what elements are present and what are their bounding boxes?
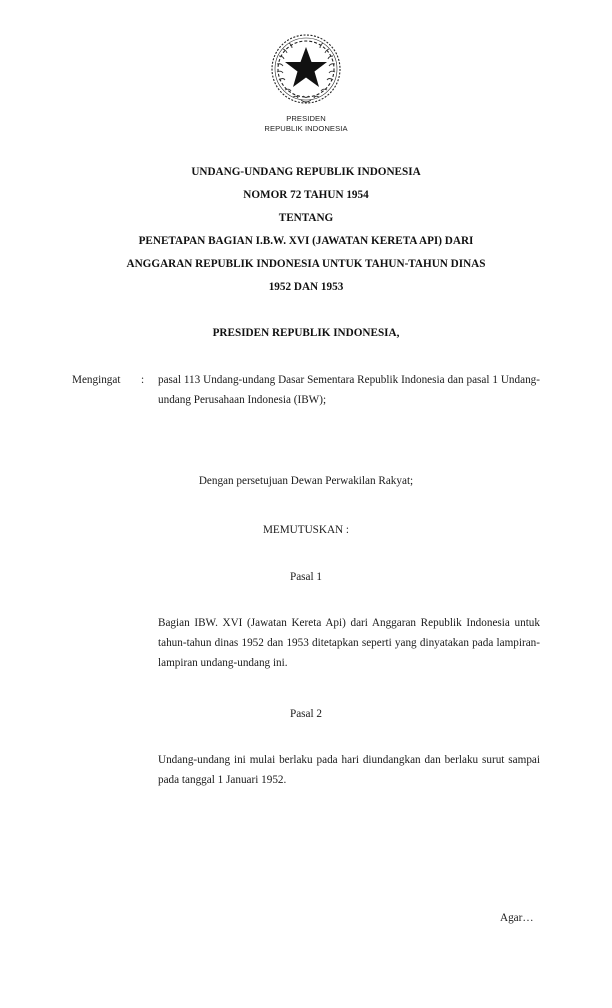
- presidential-emblem-icon: [267, 30, 345, 108]
- pasal-2-text: Undang-undang ini mulai berlaku pada hari diundangkan dan berlaku surut sampai pada tanggal 1 Januari 1952.: [158, 754, 540, 786]
- emblem-caption-presiden: PRESIDEN: [286, 114, 326, 123]
- title-line-6: 1952 DAN 1953: [268, 281, 344, 293]
- mengingat-colon: :: [141, 374, 145, 386]
- title-line-2: NOMOR 72 TAHUN 1954: [243, 189, 369, 201]
- mengingat-text: pasal 113 Undang-undang Dasar Sementara Republik Indonesia dan pasal 1 Undang-undang Perusahaan Indonesia (IBW);: [158, 374, 540, 406]
- pasal-1-text: Bagian IBW. XVI (Jawatan Kereta Api) dari Anggaran Republik Indonesia untuk tahun-tahun dinas 1952 dan 1953 ditetapkan seperti yang dinyatakan pada lampiran-lampiran undang-undang ini.: [158, 617, 540, 669]
- continuation-text: Agar…: [500, 912, 534, 924]
- title-line-4: PENETAPAN BAGIAN I.B.W. XVI (JAWATAN KERETA API) DARI: [138, 235, 474, 247]
- title-line-3: TENTANG: [278, 212, 334, 224]
- memutuskan-heading: MEMUTUSKAN :: [262, 524, 350, 536]
- title-line-5: ANGGARAN REPUBLIK INDONESIA UNTUK TAHUN-TAHUN DINAS: [126, 258, 486, 270]
- persetujuan-text: Dengan persetujuan Dewan Perwakilan Rakyat;: [198, 475, 414, 487]
- pasal-1-heading: Pasal 1: [289, 571, 322, 583]
- emblem-caption-republik: REPUBLIK INDONESIA: [264, 124, 348, 133]
- mengingat-label: Mengingat: [72, 374, 121, 386]
- title-line-1: UNDANG-UNDANG REPUBLIK INDONESIA: [191, 166, 421, 178]
- president-heading: PRESIDEN REPUBLIK INDONESIA,: [212, 327, 400, 339]
- pasal-2-heading: Pasal 2: [289, 708, 322, 720]
